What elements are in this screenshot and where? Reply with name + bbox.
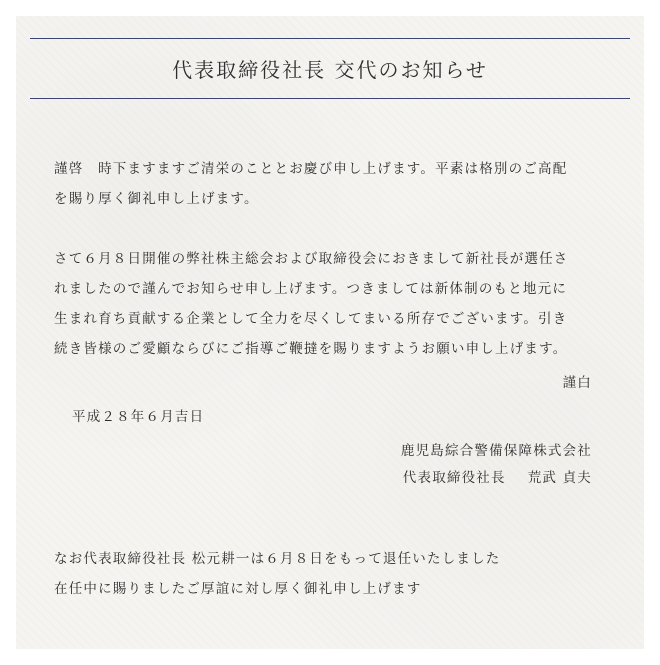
postscript-line-2: 在任中に賜りましたご厚誼に対し厚く御礼申し上げます <box>54 581 422 597</box>
company-name: 鹿児島綜合警備保障株式会社 <box>400 443 592 459</box>
greeting-line-2: を賜り厚く御礼申し上げます。 <box>54 191 259 207</box>
greeting-line-1: 謹啓 時下ますますご清栄のこととお慶び申し上げます。平素は格別のご高配 <box>54 161 568 177</box>
closing-word: 謹白 <box>562 375 592 391</box>
title-top-rule <box>30 38 630 39</box>
title-bottom-rule <box>30 98 630 99</box>
body-line-2: れましたので謹んでお知らせ申し上げます。つきましては新体制のもと地元に <box>54 281 568 297</box>
body-line-3: 生まれ育ち貢献する企業として全力を尽くしてまいる所存でございます。引き <box>54 311 568 327</box>
notice-title: 代表取締役社長 交代のお知らせ <box>172 58 488 82</box>
notice-paper <box>16 16 644 649</box>
signer-name: 荒武 貞夫 <box>527 470 592 486</box>
body-line-1: さて６月８日開催の弊社株主総会および取締役会におきまして新社長が選任さ <box>54 251 569 267</box>
body-line-4: 続き皆様のご愛顧ならびにご指導ご鞭撻を賜りますようお願い申し上げます。 <box>54 341 568 357</box>
signer-block <box>403 466 592 486</box>
notice-date: 平成２８年６月吉日 <box>72 409 205 425</box>
signer-position: 代表取締役社長 <box>402 470 506 486</box>
postscript-line-1: なお代表取締役社長 松元耕一は６月８日をもって退任いたしました <box>54 551 501 567</box>
